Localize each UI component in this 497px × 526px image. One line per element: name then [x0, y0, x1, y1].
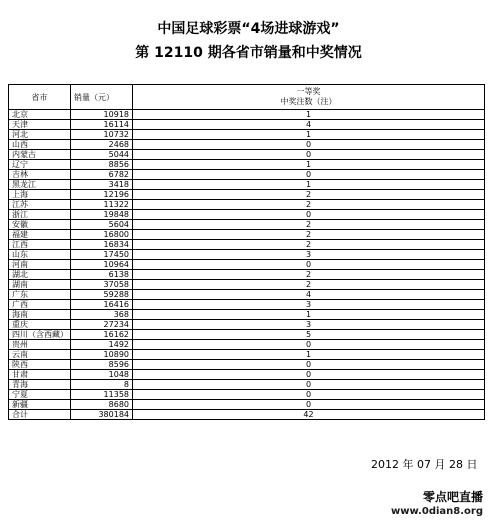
table-row: [9, 270, 485, 280]
table-body: [9, 110, 485, 420]
province-cell: 内蒙古: [9, 150, 71, 160]
prize-count-cell: 2: [133, 190, 485, 200]
prize-count-cell: 2: [133, 280, 485, 290]
table-row: [9, 380, 485, 390]
prize-count-cell: 2: [133, 270, 485, 280]
prize-count-cell: 0: [133, 140, 485, 150]
table-row: [9, 250, 485, 260]
table-row: [9, 310, 485, 320]
report-date: 2012 年 07 月 28 日: [371, 458, 478, 471]
province-cell: 甘肃: [9, 370, 71, 380]
province-cell: 河北: [9, 130, 71, 140]
province-cell: 宁夏: [9, 390, 71, 400]
table-row: [9, 370, 485, 380]
province-cell: 江西: [9, 240, 71, 250]
prize-count-cell: 1: [133, 110, 485, 120]
sales-cell: 6138: [71, 270, 133, 280]
prize-count-cell: 0: [133, 370, 485, 380]
prize-count-cell: 2: [133, 200, 485, 210]
header-sales: 销量（元）: [71, 85, 133, 110]
prize-count-cell: 3: [133, 300, 485, 310]
sales-cell: 1492: [71, 340, 133, 350]
sales-cell: 6782: [71, 170, 133, 180]
province-cell: 辽宁: [9, 160, 71, 170]
province-cell: 上海: [9, 190, 71, 200]
table-row: [9, 140, 485, 150]
prize-count-cell: 0: [133, 390, 485, 400]
province-cell: 云南: [9, 350, 71, 360]
table-row: [9, 110, 485, 120]
table-row: [9, 340, 485, 350]
prize-count-cell: 5: [133, 330, 485, 340]
sales-cell: 12196: [71, 190, 133, 200]
province-cell: 四川（含西藏）: [9, 330, 71, 340]
sales-table: [8, 84, 485, 420]
province-cell: 新疆: [9, 400, 71, 410]
header-prize-count: 中奖注数（注）: [280, 97, 337, 106]
province-cell: 河南: [9, 260, 71, 270]
sales-cell: 16416: [71, 300, 133, 310]
province-cell: 合计: [9, 410, 71, 420]
province-cell: 湖北: [9, 270, 71, 280]
prize-count-cell: 0: [133, 380, 485, 390]
page-title: 中国足球彩票“4场进球游戏”: [157, 21, 340, 37]
page-subtitle: 第 12110 期各省市销量和中奖情况: [135, 45, 362, 61]
table-row: [9, 190, 485, 200]
table-row: [9, 220, 485, 230]
table-row: [9, 300, 485, 310]
prize-count-cell: 0: [133, 170, 485, 180]
sales-cell: 2468: [71, 140, 133, 150]
prize-count-cell: 1: [133, 160, 485, 170]
table-row: [9, 130, 485, 140]
sales-cell: 380184: [71, 410, 133, 420]
table-row: [9, 240, 485, 250]
prize-count-cell: 2: [133, 230, 485, 240]
table-row: [9, 260, 485, 270]
table-row: [9, 120, 485, 130]
sales-cell: 8: [71, 380, 133, 390]
table-row: [9, 180, 485, 190]
sales-cell: 10964: [71, 260, 133, 270]
sales-cell: 16834: [71, 240, 133, 250]
prize-count-cell: 0: [133, 210, 485, 220]
sales-cell: 37058: [71, 280, 133, 290]
sales-cell: 59288: [71, 290, 133, 300]
prize-count-cell: 0: [133, 400, 485, 410]
province-cell: 海南: [9, 310, 71, 320]
table-row: [9, 170, 485, 180]
prize-count-cell: 0: [133, 360, 485, 370]
prize-count-cell: 1: [133, 350, 485, 360]
watermark-url: www.0dian8.org: [390, 506, 483, 517]
table-row: [9, 200, 485, 210]
sales-cell: 1048: [71, 370, 133, 380]
sales-cell: 5044: [71, 150, 133, 160]
province-cell: 广西: [9, 300, 71, 310]
table-header-row: [9, 85, 485, 110]
province-cell: 天津: [9, 120, 71, 130]
prize-count-cell: 4: [133, 290, 485, 300]
table-row: [9, 390, 485, 400]
sales-cell: 368: [71, 310, 133, 320]
sales-cell: 10732: [71, 130, 133, 140]
table-row: [9, 160, 485, 170]
province-cell: 黑龙江: [9, 180, 71, 190]
sales-cell: 10890: [71, 350, 133, 360]
province-cell: 湖南: [9, 280, 71, 290]
sales-cell: 8596: [71, 360, 133, 370]
header-first-prize: [133, 85, 485, 110]
table-row: [9, 290, 485, 300]
sales-cell: 16162: [71, 330, 133, 340]
table-row: [9, 230, 485, 240]
table-row: [9, 400, 485, 410]
province-cell: 陕西: [9, 360, 71, 370]
sales-cell: 11358: [71, 390, 133, 400]
sales-cell: 11322: [71, 200, 133, 210]
sales-cell: 10918: [71, 110, 133, 120]
table-row: [9, 360, 485, 370]
sales-cell: 16114: [71, 120, 133, 130]
sales-cell: 5604: [71, 220, 133, 230]
province-cell: 浙江: [9, 210, 71, 220]
province-cell: 贵州: [9, 340, 71, 350]
prize-count-cell: 0: [133, 150, 485, 160]
table-row: [9, 350, 485, 360]
watermark-title: 零点吧直播: [422, 490, 483, 504]
prize-count-cell: 2: [133, 220, 485, 230]
sales-cell: 8856: [71, 160, 133, 170]
table-row: [9, 150, 485, 160]
sales-cell: 17450: [71, 250, 133, 260]
prize-count-cell: 0: [133, 340, 485, 350]
header-prize-title: 一等奖: [296, 87, 321, 96]
table-row: [9, 320, 485, 330]
prize-count-cell: 1: [133, 130, 485, 140]
sales-cell: 16800: [71, 230, 133, 240]
sales-cell: 19848: [71, 210, 133, 220]
province-cell: 北京: [9, 110, 71, 120]
prize-count-cell: 1: [133, 310, 485, 320]
province-cell: 山西: [9, 140, 71, 150]
province-cell: 广东: [9, 290, 71, 300]
prize-count-cell: 3: [133, 250, 485, 260]
province-cell: 重庆: [9, 320, 71, 330]
province-cell: 青海: [9, 380, 71, 390]
province-cell: 安徽: [9, 220, 71, 230]
province-cell: 吉林: [9, 170, 71, 180]
prize-count-cell: 2: [133, 240, 485, 250]
table-row: [9, 210, 485, 220]
province-cell: 福建: [9, 230, 71, 240]
header-province: 省市: [9, 85, 71, 110]
prize-count-cell: 42: [133, 410, 485, 420]
prize-count-cell: 4: [133, 120, 485, 130]
sales-cell: 3418: [71, 180, 133, 190]
province-cell: 山东: [9, 250, 71, 260]
table-row: [9, 280, 485, 290]
table-total-row: [9, 410, 485, 420]
sales-cell: 27234: [71, 320, 133, 330]
table-row: [9, 330, 485, 340]
sales-cell: 8680: [71, 400, 133, 410]
prize-count-cell: 3: [133, 320, 485, 330]
prize-count-cell: 0: [133, 260, 485, 270]
province-cell: 江苏: [9, 200, 71, 210]
prize-count-cell: 1: [133, 180, 485, 190]
